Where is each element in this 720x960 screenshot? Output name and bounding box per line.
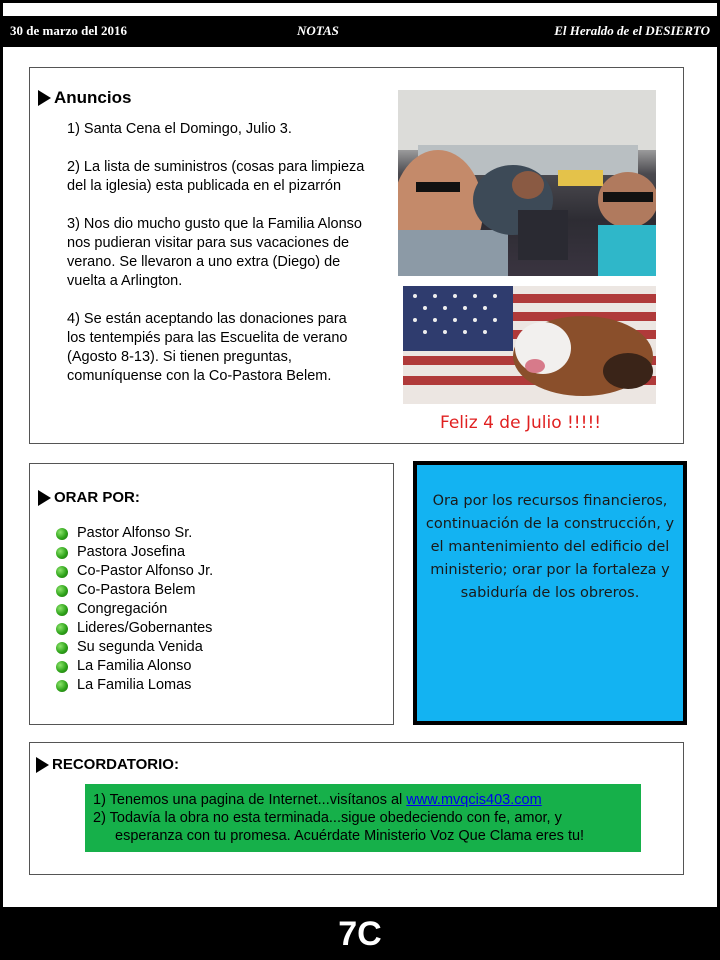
anuncio-item: 3) Nos dio mucho gusto que la Familia Alonso nos pudieran visitar para sus vacaciones de verano. Se llevaron a uno extra (Diego) de vuelta a Arlington. xyxy=(67,216,362,289)
reminder-panel xyxy=(85,784,641,852)
list-item-label: Pastora Josefina xyxy=(77,544,186,560)
orar-list xyxy=(56,524,213,695)
green-bullet-icon xyxy=(56,528,68,540)
footer-bar xyxy=(0,907,720,960)
list-item xyxy=(56,581,213,600)
orar-title: ORAR POR: xyxy=(54,489,140,506)
anuncios-box xyxy=(29,67,684,444)
anuncio-item: 1) Santa Cena el Domingo, Julio 3. xyxy=(67,121,292,137)
anuncios-list xyxy=(67,120,367,405)
anuncio-item: 4) Se están aceptando las donaciones para los tentempiés para las Escuelita de verano (Agosto 8-13). Si tienen preguntas, comuníquense con la Co-Pastora Belem. xyxy=(67,311,348,384)
list-item xyxy=(56,676,213,695)
green-bullet-icon xyxy=(56,547,68,559)
green-bullet-icon xyxy=(56,585,68,597)
green-bullet-icon xyxy=(56,566,68,578)
green-bullet-icon xyxy=(56,680,68,692)
header-date: 30 de marzo del 2016 xyxy=(10,23,127,38)
orar-box xyxy=(29,463,394,725)
flag-dog-photo xyxy=(403,286,656,404)
triangle-bullet-icon xyxy=(38,490,51,506)
website-link[interactable]: www.mvqcis403.com xyxy=(406,792,542,808)
family-car-photo xyxy=(398,90,656,276)
header-bar xyxy=(0,16,720,47)
recordatorio-title: RECORDATORIO: xyxy=(52,756,179,773)
list-item xyxy=(56,562,213,581)
orar-heading xyxy=(38,489,140,506)
list-item xyxy=(56,638,213,657)
recordatorio-heading xyxy=(36,756,179,773)
recordatorio-box xyxy=(29,742,684,875)
list-item-label: Lideres/Gobernantes xyxy=(77,620,213,636)
header-paper-name: El Heraldo de el DESIERTO xyxy=(554,23,710,38)
list-item-label: Pastor Alfonso Sr. xyxy=(77,525,193,541)
list-item xyxy=(56,657,213,676)
reminder-line-3: esperanza con tu promesa. Acuérdate Ministerio Voz Que Clama eres tu! xyxy=(115,828,585,844)
reminder-line-1 xyxy=(93,791,542,809)
header-section: NOTAS xyxy=(297,23,339,38)
list-item xyxy=(56,600,213,619)
reminder-line-2: 2) Todavía la obra no esta terminada...sigue obedeciendo con fe, amor, y xyxy=(93,810,562,826)
green-bullet-icon xyxy=(56,642,68,654)
reminder-line-1-text: 1) Tenemos una pagina de Internet...visítanos al xyxy=(93,792,407,808)
anuncios-heading xyxy=(38,88,131,108)
list-item-label: Co-Pastor Alfonso Jr. xyxy=(77,563,214,579)
green-bullet-icon xyxy=(56,661,68,673)
triangle-bullet-icon xyxy=(38,90,51,106)
green-bullet-icon xyxy=(56,623,68,635)
list-item xyxy=(56,543,213,562)
list-item-label: La Familia Alonso xyxy=(77,658,192,674)
prayer-callout-text: Ora por los recursos financieros, continuación de la construcción, y el mantenimiento del edificio del ministerio; orar por la fortaleza y sabiduría de los obreros. xyxy=(425,493,675,601)
anuncio-item: 2) La lista de suministros (cosas para limpieza del la iglesia) esta publicada en el pizarrón xyxy=(67,159,365,194)
page-number: 7C xyxy=(338,915,382,953)
list-item-label: Co-Pastora Belem xyxy=(77,582,196,598)
list-item-label: Su segunda Venida xyxy=(77,639,203,655)
prayer-callout-box xyxy=(413,461,687,725)
list-item-label: Congregación xyxy=(77,601,168,617)
feliz-caption: Feliz 4 de Julio !!!!! xyxy=(440,413,602,433)
list-item-label: La Familia Lomas xyxy=(77,677,192,693)
green-bullet-icon xyxy=(56,604,68,616)
triangle-bullet-icon xyxy=(36,757,49,773)
list-item xyxy=(56,524,213,543)
anuncios-title: Anuncios xyxy=(54,88,132,107)
list-item xyxy=(56,619,213,638)
